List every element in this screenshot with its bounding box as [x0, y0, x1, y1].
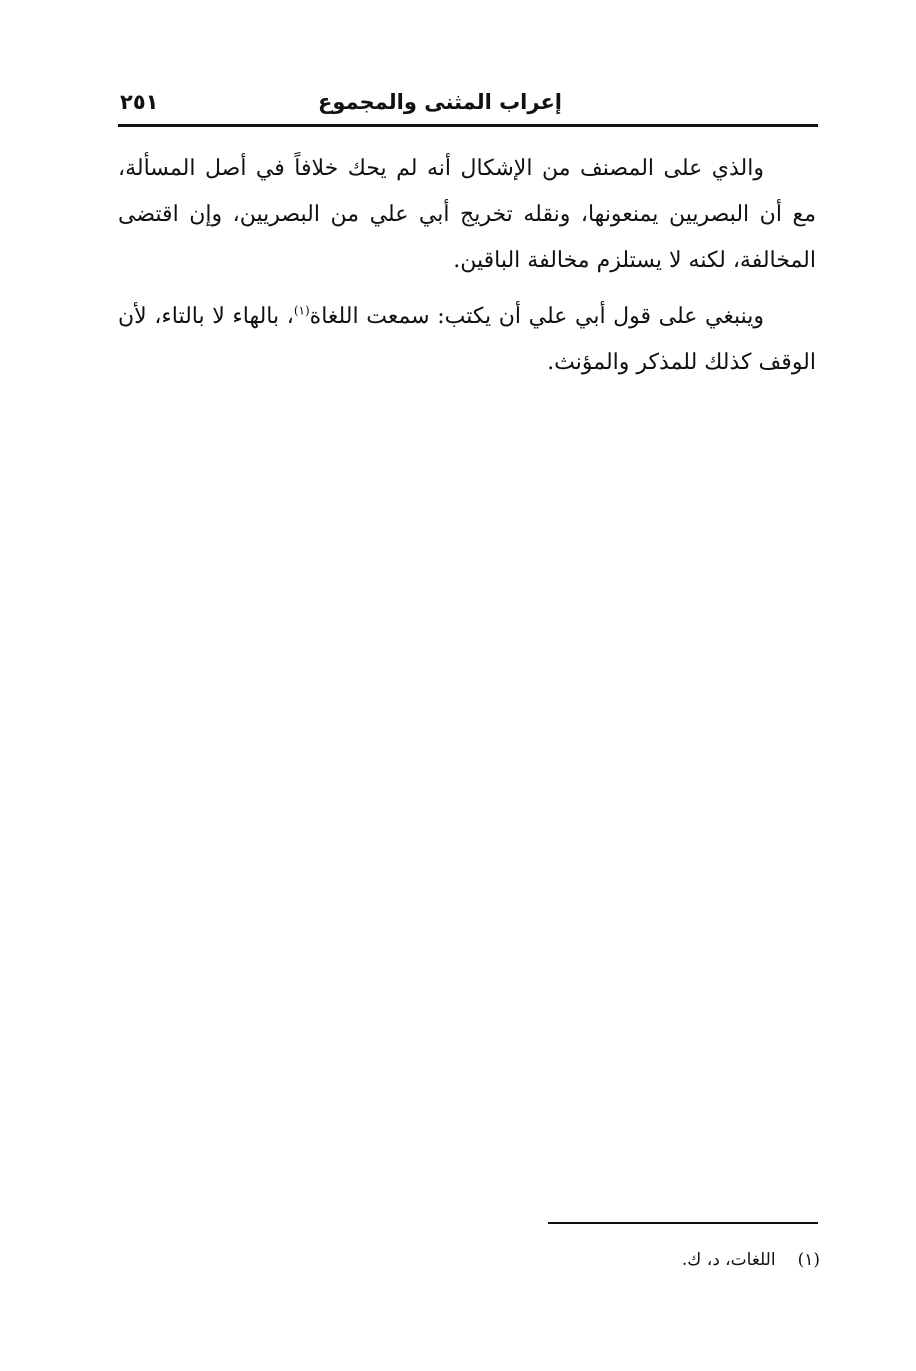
footnote-text: اللغات، د، ك.	[681, 1250, 776, 1270]
main-text	[118, 146, 816, 396]
footnote-reference-1: (١)	[293, 303, 310, 318]
footnote-1	[682, 1250, 820, 1270]
paragraph-2-text-end: ، بالهاء لا بالتاء، لأن الوقف كذلك للمذكر والمؤنث.	[118, 304, 816, 375]
footnote-marker: (١)	[797, 1250, 820, 1270]
header-rule	[118, 124, 818, 127]
running-header	[118, 84, 818, 124]
paragraph-2-text-start: وينبغي على قول أبي علي أن يكتب: سمعت اللغاة	[309, 304, 764, 329]
paragraph-1: والذي على المصنف من الإشكال أنه لم يحك خلافاً في أصل المسألة، مع أن البصريين يمنعونها، ونقله تخريج أبي علي من البصريين، وإن اقتضى المخالفة، لكنه لا يستلزم مخالفة الباقين.	[118, 156, 816, 273]
page-number: ٢٥١	[120, 90, 159, 114]
running-header-title: إعراب المثنى والمجموع	[317, 90, 562, 114]
footnote-separator	[548, 1222, 818, 1224]
paragraph-2	[118, 294, 816, 386]
